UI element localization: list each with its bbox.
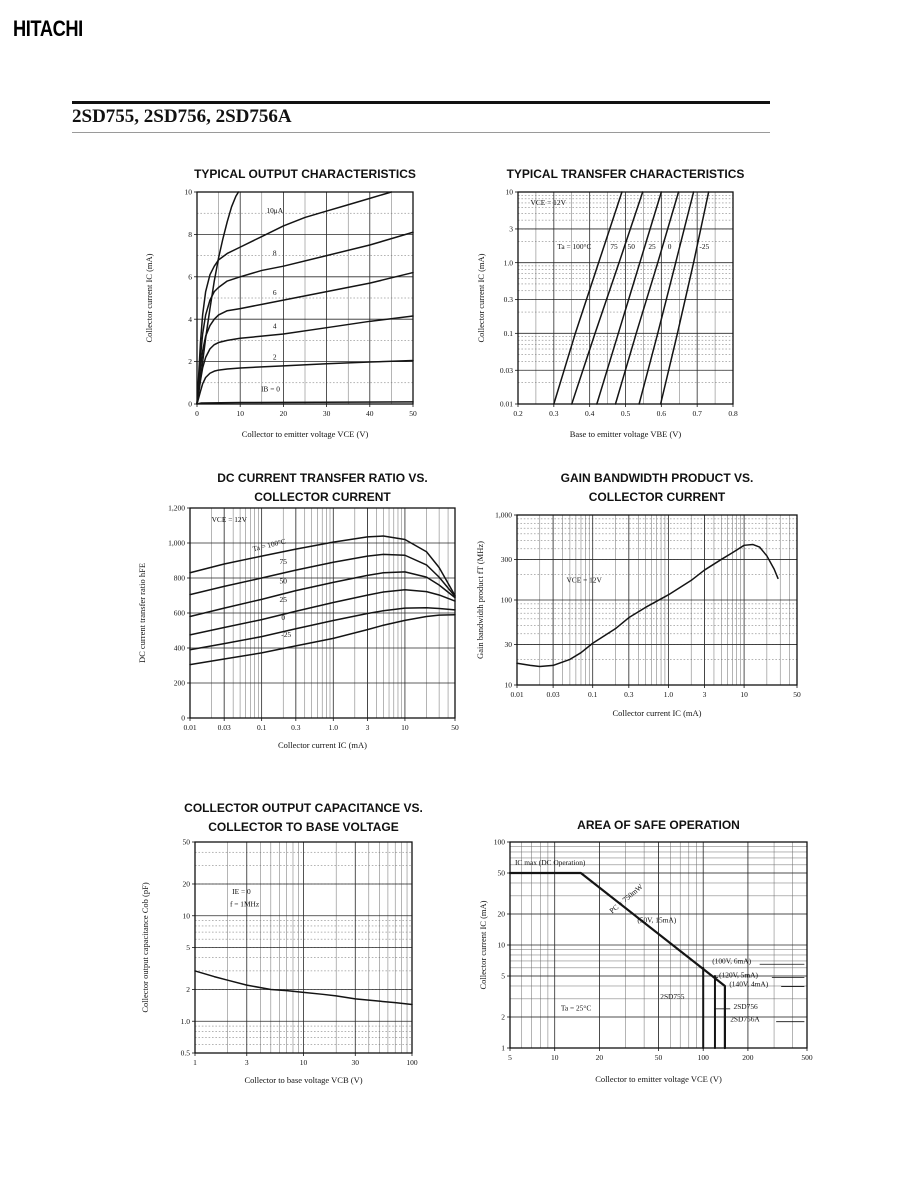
x-axis-label: Collector current IC (mA) [612, 708, 702, 718]
annotation-25: 25 [279, 594, 287, 604]
x-tick-label: 10 [299, 1058, 308, 1067]
x-tick-label: 30 [322, 409, 331, 418]
chart-canvas-collector-output-capacitance-vs-collector-to-base-voltage [115, 795, 465, 1102]
curve-ta-25-c [190, 590, 455, 635]
x-tick-label: 0.03 [546, 690, 560, 699]
y-axis-label: Collector current IC (mA) [478, 900, 488, 990]
x-tick-label: 0.3 [549, 409, 559, 418]
curve-ta-25-c [661, 192, 709, 404]
x-tick-label: 30 [351, 1058, 360, 1067]
y-tick-label: 200 [173, 678, 185, 688]
x-tick-label: 10 [740, 690, 748, 699]
y-tick-label: 6 [188, 272, 192, 282]
axis-ticks [495, 511, 801, 699]
annotation-ta-25-c: Ta = 25°C [560, 1003, 592, 1013]
annotation-f-1mhz: f = 1MHz [229, 899, 260, 909]
x-tick-label: 500 [801, 1053, 813, 1062]
y-axis-label: Collector current IC (mA) [144, 253, 154, 343]
y-tick-label: 0.1 [503, 328, 513, 338]
x-tick-label: 200 [742, 1053, 754, 1062]
annotation-ic-max-dc-operation: IC max (DC Operation) [514, 857, 586, 867]
chart-typical-transfer-characteristics [452, 160, 767, 455]
series-group [554, 192, 709, 404]
annotation-50v-15ma: (50V, 15mA) [637, 915, 677, 925]
y-tick-label: 0 [188, 399, 192, 409]
x-tick-label: 3 [365, 723, 370, 732]
chart-title: TYPICAL OUTPUT CHARACTERISTICS [194, 167, 416, 181]
y-tick-label: 1.0 [180, 1016, 190, 1026]
y-tick-label: 0.01 [499, 399, 513, 409]
curve-ta-100-c [554, 192, 622, 404]
annotations [531, 198, 710, 251]
annotations [566, 576, 602, 585]
annotation-75: 75 [610, 242, 618, 252]
x-tick-label: 3 [702, 690, 707, 699]
y-tick-label: 0.3 [503, 295, 513, 305]
y-tick-label: 10 [184, 187, 192, 197]
annotation-8: 8 [272, 248, 277, 258]
y-tick-label: 10 [504, 680, 512, 690]
y-axis-label: Gain bandwidth product fT (MHz) [475, 541, 485, 659]
y-tick-label: 50 [182, 837, 190, 847]
x-tick-label: 20 [595, 1053, 604, 1062]
annotation-0: 0 [667, 242, 672, 252]
y-tick-label: 2 [188, 357, 192, 367]
y-axis-label: Collector current IC (mA) [476, 253, 486, 343]
y-tick-label: 1,000 [168, 538, 185, 548]
x-tick-label: 0 [195, 409, 199, 418]
annotations [212, 515, 292, 639]
x-tick-label: 1.0 [328, 723, 338, 732]
y-tick-label: 0.5 [180, 1048, 190, 1058]
x-tick-label: 5 [508, 1053, 512, 1062]
x-tick-label: 10 [550, 1053, 559, 1062]
axis-ticks [181, 838, 418, 1067]
annotation-vce-12v: VCE = 12V [530, 198, 566, 208]
x-tick-label: 0.6 [656, 409, 667, 418]
x-tick-label: 0.3 [291, 723, 301, 732]
x-tick-label: 0.5 [620, 409, 631, 418]
y-tick-label: 3 [509, 224, 513, 234]
annotation-100v-6ma: (100V, 6mA) [712, 956, 752, 966]
annotation-2: 2 [272, 352, 277, 362]
chart-title: DC CURRENT TRANSFER RATIO VS. COLLECTOR CURRENT [217, 471, 428, 504]
y-tick-label: 800 [173, 573, 185, 583]
series-group [190, 536, 455, 665]
y-tick-label: 5 [186, 943, 190, 953]
annotation-0: 0 [281, 613, 286, 622]
x-axis-label: Collector to emitter voltage VCE (V) [595, 1074, 722, 1084]
chart-canvas-typical-output-characteristics [120, 160, 432, 455]
chart-title: AREA OF SAFE OPERATION [577, 818, 740, 832]
annotation-ta-100-c: Ta = 100°C [557, 242, 592, 252]
chart-canvas-dc-current-transfer-ratio-vs-collector-current [115, 462, 465, 762]
y-tick-label: 2 [501, 1012, 505, 1022]
x-tick-label: 50 [409, 409, 417, 418]
chart-title: TYPICAL TRANSFER CHARACTERISTICS [506, 167, 745, 181]
y-tick-label: 300 [500, 555, 512, 565]
y-tick-label: 10 [505, 187, 513, 197]
y-tick-label: 50 [497, 868, 505, 878]
y-tick-label: 1,200 [168, 503, 185, 513]
y-tick-label: 0 [181, 713, 185, 723]
chart-collector-output-capacitance-vs-collector-to-base-voltage [115, 795, 465, 1102]
grid [190, 508, 455, 718]
y-tick-label: 20 [497, 909, 505, 919]
hitachi-logo: HITACHI [13, 16, 83, 41]
chart-canvas-typical-transfer-characteristics [452, 160, 767, 455]
grid [517, 515, 797, 685]
x-axis-label: Base to emitter voltage VBE (V) [569, 429, 682, 439]
annotation-vce-12v: VCE = 12V [566, 575, 602, 585]
x-tick-label: 10 [401, 723, 409, 732]
annotation-ib-0: IB = 0 [260, 384, 280, 394]
chart-title: COLLECTOR OUTPUT CAPACITANCE VS. COLLECTOR TO BASE VOLTAGE [184, 801, 423, 834]
annotation-75: 75 [279, 557, 287, 566]
x-tick-label: 0.03 [217, 723, 231, 732]
chart-gain-bandwidth-product-vs-collector-current [455, 462, 810, 762]
grid [195, 842, 412, 1053]
y-tick-label: 100 [493, 837, 505, 847]
annotation-2sd756a: 2SD756A [730, 1014, 760, 1024]
y-tick-label: 10 [497, 940, 505, 950]
annotation-pc-750mw: PC = 750mW [607, 882, 645, 916]
x-tick-label: 0.8 [728, 409, 738, 418]
y-tick-label: 8 [188, 230, 192, 239]
x-tick-label: 10 [236, 409, 244, 418]
y-tick-label: 5 [501, 971, 505, 981]
x-tick-label: 20 [279, 409, 288, 418]
y-tick-label: 600 [173, 608, 185, 618]
series-group [517, 544, 778, 666]
y-tick-label: 4 [188, 314, 192, 324]
part-number-title: 2SD755, 2SD756, 2SD756A [72, 106, 292, 127]
annotation-6: 6 [272, 287, 277, 297]
chart-area-of-safe-operation [455, 795, 820, 1102]
x-tick-label: 1 [193, 1058, 197, 1067]
annotation-120v-5ma: (120V, 5mA) [719, 970, 758, 980]
axis-ticks [185, 188, 418, 418]
y-tick-label: 10 [182, 911, 190, 921]
x-tick-label: 0.4 [584, 409, 595, 418]
annotation-2sd756: 2SD756 [733, 1001, 758, 1011]
x-tick-label: 40 [366, 409, 374, 418]
x-axis-label: Collector current IC (mA) [278, 740, 367, 750]
annotation-ta-100-c: Ta = 100°C [251, 536, 287, 554]
chart-dc-current-transfer-ratio-vs-collector-current [115, 462, 465, 762]
chart-title: GAIN BANDWIDTH PRODUCT VS. COLLECTOR CURRENT [560, 471, 754, 504]
annotation-140v-4ma: (140V, 4mA) [729, 979, 769, 989]
x-tick-label: 0.2 [513, 409, 523, 418]
x-axis-label: Collector to emitter voltage VCE (V) [241, 429, 369, 439]
x-tick-label: 0.3 [624, 690, 634, 699]
y-tick-label: 400 [173, 643, 185, 653]
x-tick-label: 100 [697, 1053, 709, 1062]
y-tick-label: 100 [500, 595, 512, 605]
grid [197, 192, 413, 404]
x-tick-label: 100 [406, 1058, 418, 1067]
annotation-50: 50 [279, 576, 287, 586]
x-tick-label: 0.1 [588, 690, 598, 699]
x-tick-label: 1.0 [663, 690, 674, 699]
x-tick-label: 50 [654, 1053, 663, 1062]
x-tick-label: 0.7 [692, 409, 702, 418]
x-axis-label: Collector to base voltage VCB (V) [244, 1075, 363, 1085]
x-tick-label: 0.1 [256, 723, 267, 732]
y-tick-label: 0.03 [499, 365, 513, 375]
annotation-vce-12v: VCE = 12V [211, 515, 247, 524]
curve-ta-50-c [190, 572, 455, 617]
annotation-2sd755: 2SD755 [660, 991, 685, 1001]
y-tick-label: 1.0 [503, 258, 513, 268]
annotations [230, 887, 260, 908]
curve-ta-0-c [190, 608, 455, 650]
y-tick-label: 20 [182, 879, 190, 889]
annotation-25: 25 [648, 242, 656, 252]
y-tick-label: 1,000 [495, 510, 512, 520]
annotation-4: 4 [272, 321, 277, 331]
annotation-25: -25 [281, 630, 292, 640]
annotation-10-a: 10μA [266, 206, 284, 216]
y-tick-label: 2 [186, 985, 190, 995]
x-tick-label: 50 [793, 690, 801, 699]
annotation-ie-0: IE = 0 [232, 887, 251, 897]
x-tick-label: 3 [244, 1058, 249, 1067]
x-tick-label: 50 [451, 723, 459, 732]
annotation-50: 50 [627, 242, 635, 252]
x-tick-label: 0.01 [510, 690, 524, 699]
y-axis-label: Collector output capacitance Cob (pF) [140, 882, 150, 1013]
chart-canvas-gain-bandwidth-product-vs-collector-current [455, 462, 810, 762]
chart-canvas-area-of-safe-operation [455, 795, 820, 1102]
x-tick-label: 0.01 [183, 723, 197, 732]
curve-ta-100-c [190, 536, 455, 596]
y-tick-label: 30 [504, 640, 512, 650]
annotation-25: -25 [699, 242, 710, 252]
y-axis-label: DC current transfer ratio hFE [137, 562, 147, 664]
y-tick-label: 1 [501, 1043, 505, 1053]
curve-ft [517, 544, 778, 666]
chart-typical-output-characteristics [120, 160, 432, 455]
